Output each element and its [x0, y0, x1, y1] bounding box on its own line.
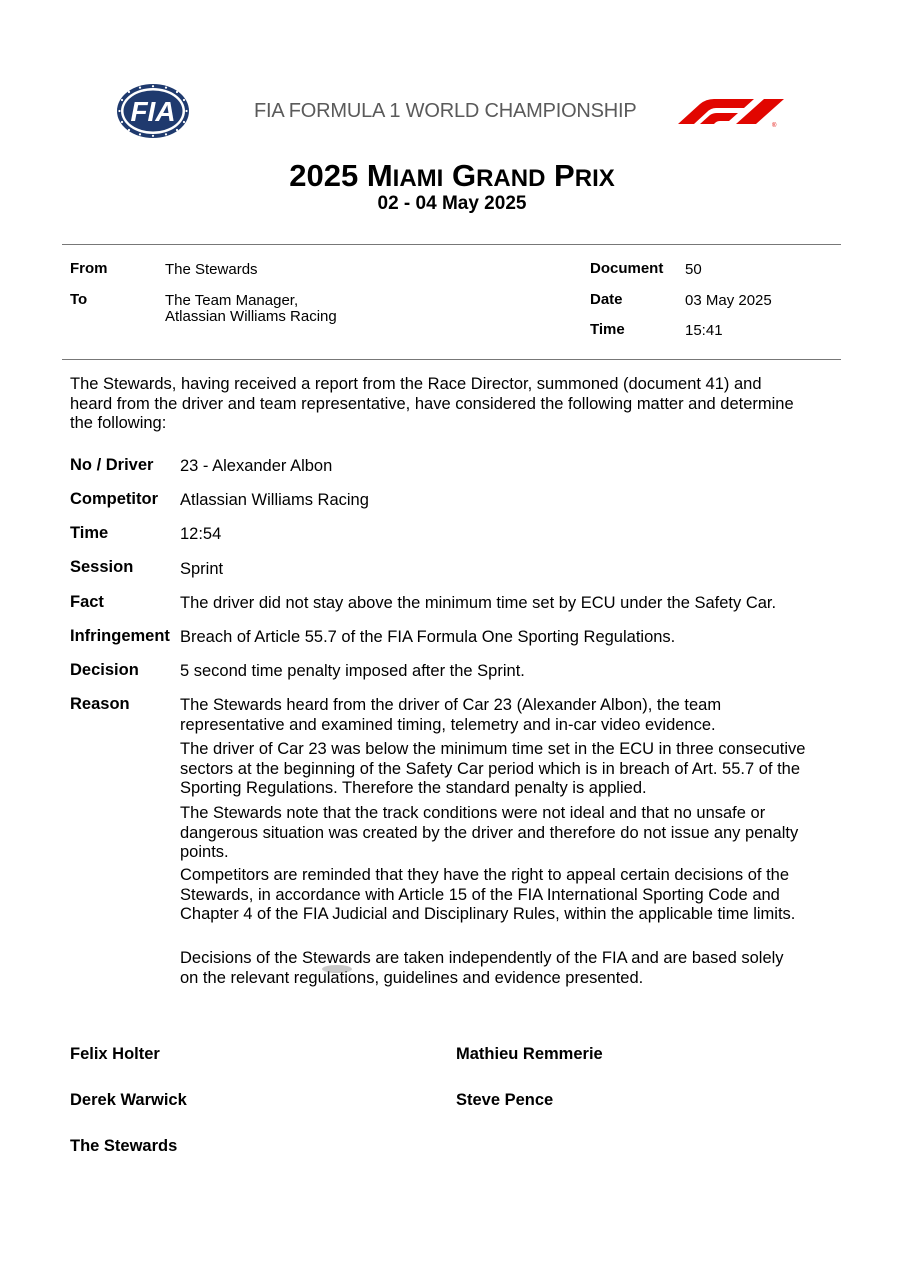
divider-top	[62, 244, 841, 245]
from-value: The Stewards	[165, 261, 258, 278]
divider-bottom	[62, 359, 841, 360]
time-value: 15:41	[685, 322, 723, 339]
reason-p2-line-1: The driver of Car 23 was below the minimum time set in the ECU in three consecutive	[180, 740, 806, 758]
steward-name-4: Steve Pence	[456, 1091, 554, 1109]
reason-p4-line-3: Chapter 4 of the FIA Judicial and Disciplinary Rules, within the applicable time limits.	[180, 905, 796, 923]
steward-name-2: Mathieu Remmerie	[456, 1045, 603, 1063]
reason-p3-line-1: The Stewards note that the track conditions were not ideal and that no unsafe or	[180, 804, 766, 822]
reason-p3-line-3: points.	[180, 843, 229, 861]
reason-p3-line-2: dangerous situation was created by the driver and therefore do not issue any penalty	[180, 823, 799, 842]
decision-label: Decision	[70, 661, 139, 679]
driver-label: No / Driver	[70, 456, 154, 474]
driver-value: 23 - Alexander Albon	[180, 457, 333, 475]
fia-logo-text: FIA	[130, 96, 176, 127]
incident-time-value: 12:54	[180, 525, 222, 543]
reason-p4-line-2: Stewards, in accordance with Article 15 of the FIA International Sporting Code and	[180, 885, 780, 904]
infringement-label: Infringement	[70, 627, 170, 645]
svg-text:®: ®	[772, 123, 777, 128]
time-label: Time	[590, 321, 625, 338]
decision-value: 5 second time penalty imposed after the Sprint.	[180, 662, 525, 680]
event-dates: 02 - 04 May 2025	[377, 193, 527, 214]
to-label: To	[70, 291, 88, 308]
reason-p1-line-2: representative and examined timing, telemetry and in-car video evidence.	[180, 715, 716, 734]
document-number: 50	[685, 261, 702, 278]
session-label: Session	[70, 558, 134, 576]
championship-title: FIA FORMULA 1 WORLD CHAMPIONSHIP	[254, 100, 637, 122]
stewards-closing: The Stewards	[70, 1137, 178, 1155]
reason-p4-line-1: Competitors are reminded that they have the right to appeal certain decisions of the	[180, 866, 790, 884]
event-year: 2025	[289, 158, 359, 193]
scan-smudge	[320, 962, 354, 974]
intro-paragraph	[70, 375, 840, 434]
session-value: Sprint	[180, 560, 224, 578]
event-word-2: GRAND	[451, 158, 546, 193]
reason-p5-line-1: Decisions of the Stewards are taken independently of the FIA and are based solely	[180, 949, 784, 967]
steward-name-1: Felix Holter	[70, 1045, 160, 1063]
reason-p5-line-2: on the relevant regulations, guidelines and evidence presented.	[180, 968, 644, 987]
f1-logo-icon	[676, 96, 788, 128]
date-value: 03 May 2025	[685, 292, 772, 309]
event-word-1: MIAMI	[366, 158, 444, 193]
fact-value: The driver did not stay above the minimum time set by ECU under the Safety Car.	[180, 594, 777, 612]
intro-line-3: the following:	[70, 414, 167, 432]
from-label: From	[70, 260, 108, 277]
to-value	[165, 293, 337, 325]
reason-p2-line-3: Sporting Regulations. Therefore the standard penalty is applied.	[180, 779, 647, 797]
intro-line-2: heard from the driver and team representative, have considered the following matter and determine	[70, 394, 794, 413]
to-value-line-1: The Team Manager,	[165, 292, 299, 309]
competitor-value: Atlassian Williams Racing	[180, 491, 369, 509]
event-title	[0, 158, 904, 194]
reason-p2-line-2: sectors at the beginning of the Safety Car period which is in breach of Art. 55.7 of the	[180, 759, 801, 778]
document-label: Document	[590, 260, 664, 277]
intro-line-1: The Stewards, having received a report from the Race Director, summoned (document 41) and	[70, 375, 762, 393]
to-value-line-2: Atlassian Williams Racing	[165, 308, 337, 325]
fact-label: Fact	[70, 593, 104, 611]
event-word-3: PRIX	[554, 158, 615, 193]
reason-paragraph-4	[180, 866, 842, 925]
stewards-independence-paragraph	[180, 949, 842, 988]
reason-label: Reason	[70, 695, 130, 713]
reason-p1-line-1: The Stewards heard from the driver of Car 23 (Alexander Albon), the team	[180, 696, 722, 714]
reason-paragraph-2	[180, 740, 842, 799]
infringement-value: Breach of Article 55.7 of the FIA Formula One Sporting Regulations.	[180, 628, 676, 646]
reason-paragraph-1	[180, 696, 842, 735]
steward-name-3: Derek Warwick	[70, 1091, 187, 1109]
reason-paragraph-3	[180, 804, 842, 863]
date-label: Date	[590, 291, 623, 308]
incident-time-label: Time	[70, 524, 109, 542]
competitor-label: Competitor	[70, 490, 158, 508]
fia-logo	[114, 82, 192, 140]
